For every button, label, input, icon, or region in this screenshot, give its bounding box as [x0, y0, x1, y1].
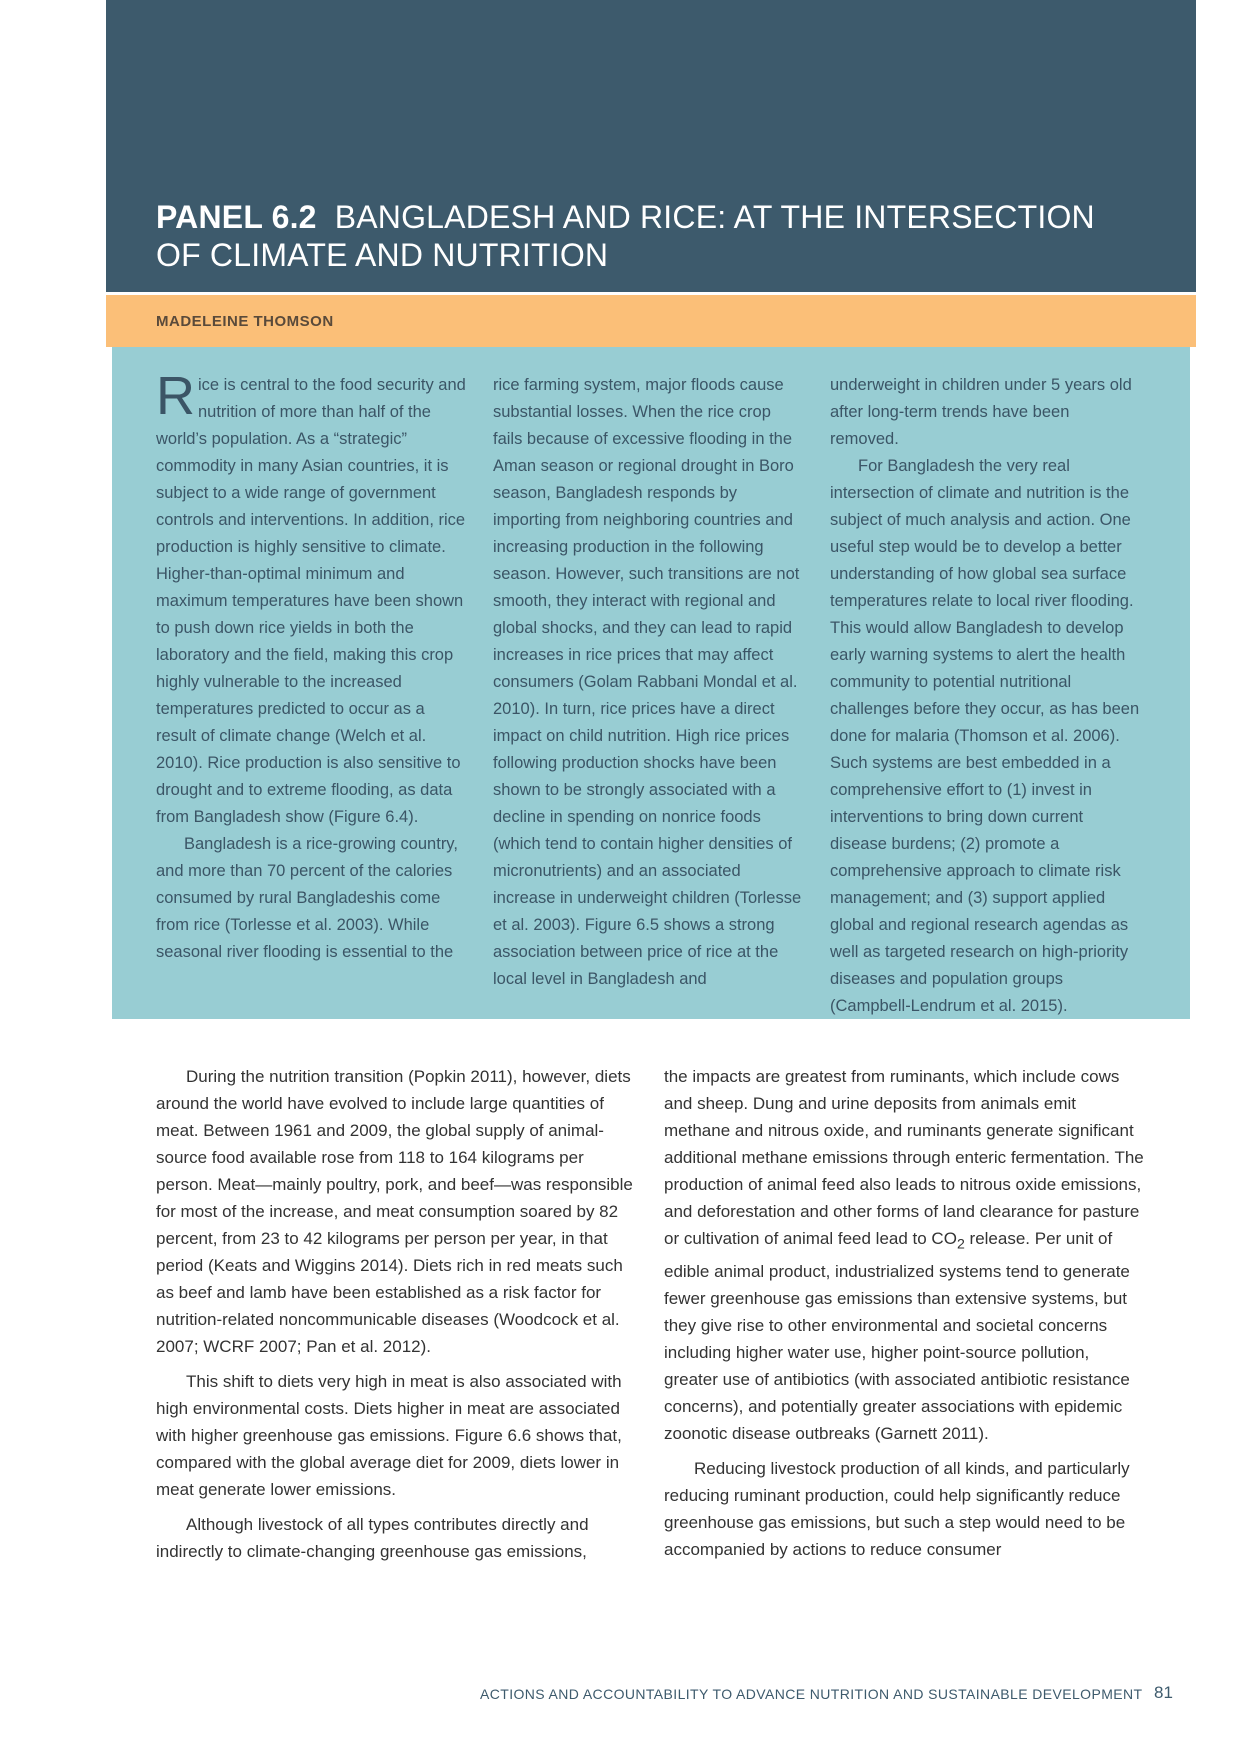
- panel-column-3: [830, 372, 1140, 1020]
- panel-number: PANEL 6.2: [156, 199, 317, 235]
- panel-paragraph: For Bangladesh the very real intersection of climate and nutrition is the subject of much analysis and action. One useful step would be to develop a better understanding of how global sea surface temperatures relate to local river flooding. This would allow Bangladesh to develop early warning systems to alert the health community to potential nutritional challenges before they occur, as has been done for malaria (Thomson et al. 2006). Such systems are best embedded in a comprehensive effort to (1) invest in interventions to bring down current disease burdens; (2) promote a comprehensive approach to climate risk management; and (3) support applied global and regional research agendas as well as targeted research on high-priority diseases and population groups (Campbell-Lendrum et al. 2015).: [830, 457, 1140, 1015]
- body-column-left: [156, 1063, 636, 1573]
- panel-column-1: [156, 366, 466, 966]
- body-paragraph: Reducing livestock production of all kinds, and particularly reducing ruminant production, could help significantly reduce greenhouse gas emissions, but such a step would need to be accompanied by actions to reduce consumer: [664, 1459, 1130, 1560]
- body-paragraph: During the nutrition transition (Popkin 2011), however, diets around the world have evolved to include large quantities of meat. Between 1961 and 2009, the global supply of animal-source food available rose from 118 to 164 kilograms per person. Meat—mainly poultry, pork, and beef—was responsible for most of the increase, and meat consumption soared by 82 percent, from 23 to 42 kilograms per person per year, in that period (Keats and Wiggins 2014). Diets rich in red meats such as beef and lamb have been established as a risk factor for nutrition-related noncommunicable diseases (Woodcock et al. 2007; WCRF 2007; Pan et al. 2012).: [156, 1067, 633, 1356]
- panel-paragraph: rice farming system, major floods cause substantial losses. When the rice crop fails because of excessive flooding in the Aman season or regional drought in Boro season, Bangladesh responds by importing from neighboring countries and increasing production in the following season. However, such transitions are not smooth, they interact with regional and global shocks, and they can lead to rapid increases in rice prices that may affect consumers (Golam Rabbani Mondal et al. 2010). In turn, rice prices have a direct impact on child nutrition. High rice prices following production shocks have been shown to be strongly associated with a decline in spending on nonrice foods (which tend to contain higher densities of micronutrients) and an associated increase in underweight children (Torlesse et al. 2003). Figure 6.5 shows a strong association between price of rice at the local level in Bangladesh and: [493, 376, 802, 988]
- subscript: 2: [956, 1236, 965, 1253]
- panel-column-2: [493, 372, 803, 993]
- drop-cap: R: [156, 366, 195, 426]
- body-paragraph: the impacts are greatest from ruminants, which include cows and sheep. Dung and urine deposits from animals emit methane and nitrous oxide, and ruminants generate significant additional methane emissions through enteric fermentation. The production of animal feed also leads to nitrous oxide emissions, and deforestation and other forms of land clearance for pasture or cultivation of animal feed lead to $CO_2$ release. Per unit of edible animal product, industrialized systems tend to generate fewer greenhouse gas emissions than extensive systems, but they give rise to other environmental and societal concerns including higher water use, higher point-source pollution, greater use of antibiotics (with associated antibiotic resistance concerns), and potentially greater associations with epidemic zoonotic disease outbreaks (Garnett 2011).: [664, 1067, 1144, 1444]
- body-paragraph: This shift to diets very high in meat is also associated with high environmental costs. Diets higher in meat are associated with higher greenhouse gas emissions. Figure 6.6 shows that, compared with the global average diet for 2009, diets lower in meat generate lower emissions.: [156, 1372, 622, 1499]
- body-paragraph: Although livestock of all types contributes directly and indirectly to climate-changing greenhouse gas emissions,: [156, 1515, 589, 1561]
- panel-paragraph: underweight in children under 5 years old after long-term trends have been removed.: [830, 376, 1132, 448]
- panel-paragraph: Bangladesh is a rice-growing country, and more than 70 percent of the calories consumed by rural Bangladeshis come from rice (Torlesse et al. 2003). While seasonal river flooding is essential to the: [156, 835, 458, 961]
- panel-title-text: BANGLADESH AND RICE: AT THE INTERSECTION OF CLIMATE AND NUTRITION: [156, 199, 1095, 273]
- panel-title: [156, 198, 1116, 274]
- panel-author: MADELEINE THOMSON: [156, 313, 334, 330]
- panel-paragraph: Rice is central to the food security and nutrition of more than half of the world’s population. As a “strategic” commodity in many Asian countries, it is subject to a wide range of government controls and interventions. In addition, rice production is highly sensitive to climate. Higher-than-optimal minimum and maximum temperatures have been shown to push down rice yields in both the laboratory and the field, making this crop highly vulnerable to the increased temperatures predicted to occur as a result of climate change (Welch et al. 2010). Rice production is also sensitive to drought and to extreme flooding, as data from Bangladesh show (Figure 6.4).: [156, 366, 466, 826]
- body-column-right: [664, 1063, 1144, 1571]
- page-number: 81: [1154, 1683, 1173, 1702]
- running-footer: ACTIONS AND ACCOUNTABILITY TO ADVANCE NUTRITION AND SUSTAINABLE DEVELOPMENT: [480, 1686, 1143, 1702]
